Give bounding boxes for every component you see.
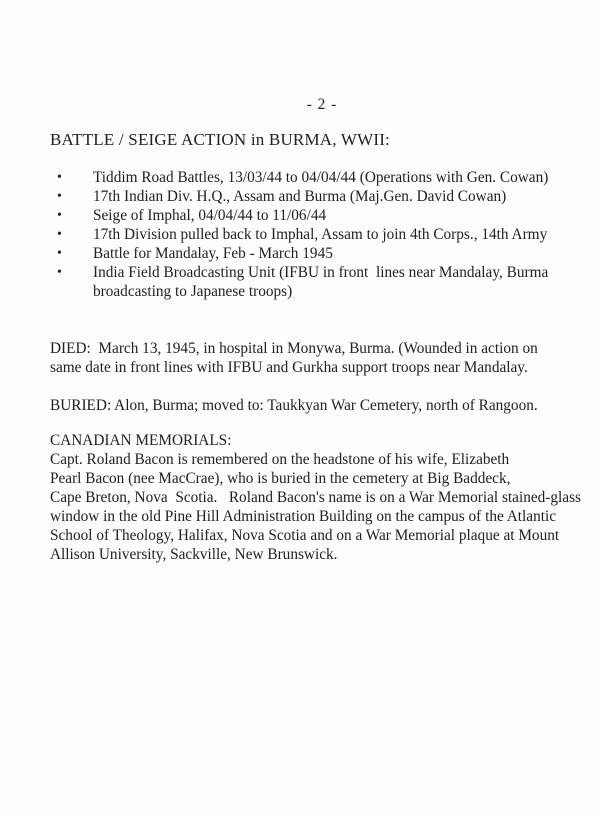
list-item-text [93,244,333,263]
section-heading: BATTLE / SEIGE ACTION in BURMA, WWII: [50,130,390,149]
text-line: Tiddim Road Battles, 13/03/44 to 04/04/44 (Operations with Gen. Cowan) [93,169,549,186]
text-line: window in the old Pine Hill Administration Building on the campus of the Atlantic [50,508,557,525]
text-line: Pearl Bacon (nee MacCrae), who is buried in the cemetery at Big Baddeck, [50,470,511,487]
text-line: broadcasting to Japanese troops) [93,283,293,300]
page-number: - 2 - [306,96,338,113]
bullet-icon: • [57,170,62,185]
text-line: India Field Broadcasting Unit (IFBU in front lines near Mandalay, Burma [93,264,549,281]
text-line: Cape Breton, Nova Scotia. Roland Bacon's name is on a War Memorial stained-glass [50,489,581,506]
text-line: Seige of Imphal, 04/04/44 to 11/06/44 [93,207,327,224]
text-line: School of Theology, Halifax, Nova Scotia and on a War Memorial plaque at Mount [50,527,560,544]
bullet-icon: • [57,227,62,242]
list-item-text [93,168,548,187]
text-line: BURIED: Alon, Burma; moved to: Taukkyan War Cemetery, north of Rangoon. [50,397,538,414]
text-line: 17th Division pulled back to Imphal, Assam to join 4th Corps., 14th Army [93,226,548,243]
text-line: Capt. Roland Bacon is remembered on the headstone of his wife, Elizabeth [50,451,510,468]
text-line: 17th Indian Div. H.Q., Assam and Burma (Maj.Gen. David Cowan) [93,188,507,205]
died-paragraph [50,339,538,377]
text-line: Battle for Mandalay, Feb - March 1945 [93,245,333,262]
list-item [57,225,548,244]
text-line: Allison University, Sackville, New Brunswick. [50,546,338,563]
list-item-text [93,263,548,301]
list-item-text [93,225,547,244]
list-item [57,206,548,225]
bullet-icon: • [57,246,62,261]
list-item-text [93,187,506,206]
list-item-text [93,206,326,225]
bullet-icon: • [57,189,62,204]
list-item [57,244,548,263]
bullet-icon: • [57,208,62,223]
list-item [57,168,548,187]
list-item [57,263,548,301]
text-line: same date in front lines with IFBU and Gurkha support troops near Mandalay. [50,359,528,376]
bullet-icon: • [57,265,62,280]
buried-paragraph [50,396,538,415]
battle-action-list [57,168,548,301]
memorials-heading: CANADIAN MEMORIALS: [50,432,232,449]
memorials-section [50,431,581,564]
text-line: DIED: March 13, 1945, in hospital in Monywa, Burma. (Wounded in action on [50,340,538,357]
list-item [57,187,548,206]
